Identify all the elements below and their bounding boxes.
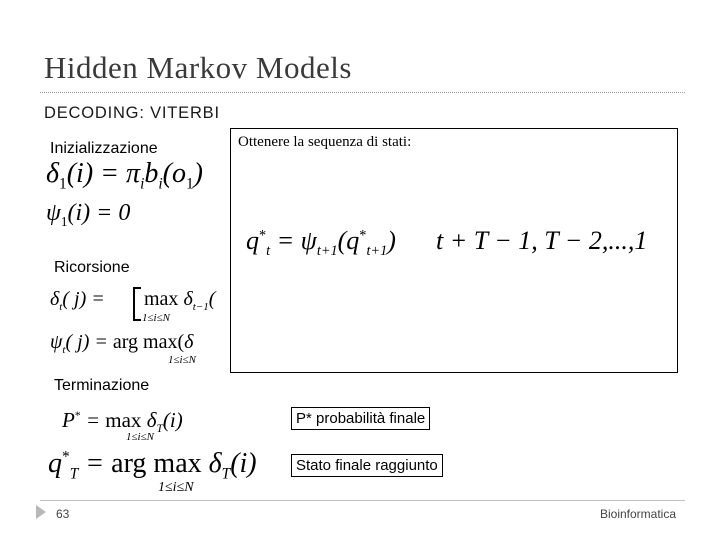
rec-delta-max: $\max \delta_{t-1}$( (144, 288, 216, 313)
state-final-note: Stato finale raggiunto (291, 454, 443, 477)
page-number: 63 (56, 507, 70, 521)
footer-triangle-icon (36, 505, 46, 519)
footer-label: Bioinformatica (599, 507, 676, 521)
backtrack-equation: $q^*_t = \psi_{t+1}(q^*_{t+1})$ (246, 226, 396, 260)
term-p-equation: $P^* = \max \delta_T(i)$ (62, 408, 183, 436)
init-psi-equation: $\psi_1(i) = 0$ (46, 200, 131, 229)
backtrack-title: Ottenere la sequenza di stati: (238, 134, 412, 150)
term-p-sub: 1≤i≤N (126, 431, 154, 443)
backtrack-range: t + T − 1, T − 2,...,1 (436, 226, 648, 255)
footer-divider (40, 500, 685, 501)
slide-title: Hidden Markov Models (44, 50, 352, 85)
rec-label: Ricorsione (54, 259, 130, 276)
rec-delta-sub: 1≤i≤N (142, 312, 170, 324)
title-divider (40, 92, 685, 93)
rec-psi-sub: 1≤i≤N (168, 354, 196, 366)
rec-bracket (133, 287, 141, 321)
term-q-equation: $q^*_T$ = arg $\max \delta_T(i)$ (48, 448, 257, 483)
rec-delta-equation: $\delta_t$( j) = (50, 288, 105, 313)
slide-subtitle: DECODING: VITERBI (44, 104, 220, 122)
term-q-sub: 1≤i≤N (158, 480, 194, 495)
init-label: Inizializzazione (50, 140, 158, 157)
init-delta-equation: $\delta_1(i) = \pi_ib_i(o_1)$ (46, 158, 203, 193)
rec-psi-equation: $\psi_t$( j) = arg max(δ (50, 331, 194, 356)
prob-final-note: P* probabilità finale (291, 407, 430, 430)
term-label: Terminazione (54, 377, 150, 394)
